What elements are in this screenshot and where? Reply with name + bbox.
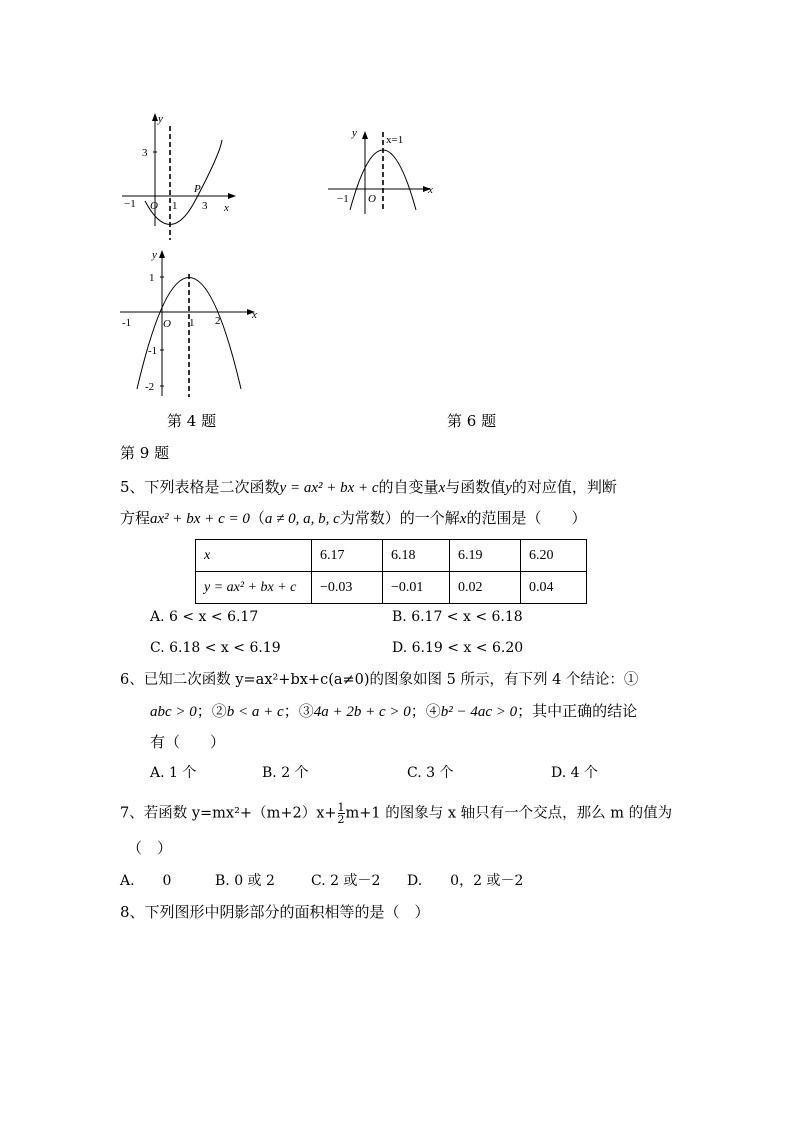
fig9-x-tick-m1-label: -1 xyxy=(122,317,132,329)
q6-stem-line3: 有（ ） xyxy=(150,733,226,751)
q6-option-a[interactable]: A. 1 个 xyxy=(150,765,197,781)
q5-stem-c: 与函数值 xyxy=(445,478,506,496)
fig9-origin: O xyxy=(163,318,171,330)
fig9-x-label: x xyxy=(252,309,257,321)
fig4-y-label: y xyxy=(158,113,163,125)
q6-stem-line1: 6、已知二次函数 y=ax²+bx+c(a≠0)的图象如图 5 所示，有下列 4 个结论：① xyxy=(120,672,639,688)
q6-conclusion-1: abc > 0 xyxy=(150,704,197,720)
q5-option-d[interactable]: D. 6.19 < x < 6.20 xyxy=(392,640,524,656)
q7-pre: 7、若函数 y=mx²+（m+2）x+ xyxy=(120,805,337,822)
q7-fraction xyxy=(338,802,345,825)
fig6-x-label: x xyxy=(428,184,433,196)
q6-conclusion-2: b < a + c xyxy=(226,704,284,720)
q5-stem-line1 xyxy=(120,477,617,498)
q5-option-b[interactable]: B. 6.17 < x < 6.18 xyxy=(392,609,523,625)
q6-sep-1: ；② xyxy=(196,702,227,720)
q5-line2-c: 为常数）的一个解 xyxy=(339,509,460,527)
q7-paren: （ ） xyxy=(127,839,173,857)
fig9-y-arrow xyxy=(159,250,165,258)
fig6-axis-label: x=1 xyxy=(386,134,404,146)
q6-sep-3: ；④ xyxy=(410,702,441,720)
caption-q4: 第 4 题 xyxy=(167,412,217,430)
table-row xyxy=(196,572,587,604)
fig9-y-tick-1-label: 1 xyxy=(149,272,155,284)
caption-q6: 第 6 题 xyxy=(447,412,497,430)
fig4-x-tick-3: 3 xyxy=(202,200,208,212)
q5-line2-a: 方程 xyxy=(120,509,151,527)
q6-conclusion-4: b² − 4ac > 0 xyxy=(440,704,518,720)
q6-option-c[interactable]: C. 3 个 xyxy=(407,765,454,781)
q7-option-d[interactable]: D. 0，2 或－2 xyxy=(407,873,524,889)
q7-stem xyxy=(120,802,672,825)
q5-stem-d: 的对应值，判断 xyxy=(511,478,617,496)
q8-stem: 8、下列图形中阴影部分的面积相等的是（ ） xyxy=(120,903,430,921)
table-cell: 6.18 xyxy=(383,540,450,572)
table-cell: x xyxy=(196,540,312,572)
q5-value-table xyxy=(195,539,587,604)
q6-option-b[interactable]: B. 2 个 xyxy=(262,765,309,781)
fig6-neg-one: −1 xyxy=(337,193,349,205)
q7-option-b[interactable]: B. 0 或 2 xyxy=(215,873,275,889)
caption-q9: 第 9 题 xyxy=(120,444,170,462)
q5-line2-b: （ xyxy=(249,509,265,527)
table-row xyxy=(196,540,587,572)
fig4-origin: O xyxy=(150,200,158,212)
fig4-point-p: P xyxy=(194,183,201,195)
q5-condition: a ≠ 0, a, b, c xyxy=(264,511,340,527)
q5-line2-var: x xyxy=(459,511,467,527)
q5-stem-b: 的自变量 xyxy=(378,478,439,496)
table-cell: 6.17 xyxy=(312,540,383,572)
q5-func: y = ax² + bx + c xyxy=(279,480,379,496)
q7-option-c[interactable]: C. 2 或－2 xyxy=(311,873,381,889)
fig4-y-tick-label: 3 xyxy=(142,147,148,159)
table-cell: y = ax² + bx + c xyxy=(196,572,312,604)
q7-frac-num: 1 xyxy=(337,801,345,814)
q5-stem-line2 xyxy=(120,508,586,529)
table-cell: −0.03 xyxy=(312,572,383,604)
fig4-x-arrow xyxy=(228,193,236,199)
q5-stem-a: 5、下列表格是二次函数 xyxy=(120,478,280,496)
table-cell: 6.20 xyxy=(521,540,587,572)
fig9-y-tick-m2-label: -2 xyxy=(145,381,155,393)
q6-conclusion-3: 4a + 2b + c > 0 xyxy=(313,704,411,720)
q6-tail: ；其中正确的结论 xyxy=(517,702,638,720)
table-cell: −0.01 xyxy=(383,572,450,604)
q7-option-a[interactable]: A. 0 xyxy=(120,873,172,889)
fig4-neg-one: −1 xyxy=(124,198,136,210)
fig4-x-label: x xyxy=(224,202,229,214)
fig9-x-tick-2-label: 2 xyxy=(215,315,221,327)
fig6-y-arrow xyxy=(362,131,368,139)
q6-option-d[interactable]: D. 4 个 xyxy=(551,765,598,781)
q5-var-x: x xyxy=(438,480,446,496)
fig6-y-label: y xyxy=(352,127,357,139)
fig9-y-label: y xyxy=(152,249,157,261)
table-cell: 0.02 xyxy=(450,572,521,604)
table-cell: 0.04 xyxy=(521,572,587,604)
q7-post: m+1 的图象与 x 轴只有一个交点，那么 m 的值为 xyxy=(345,805,673,822)
q5-var-y: y xyxy=(505,480,512,496)
q7-frac-den: 2 xyxy=(337,813,345,826)
q5-option-c[interactable]: C. 6.18 < x < 6.19 xyxy=(150,640,281,656)
fig9-y-tick-m1-label: -1 xyxy=(148,345,158,357)
fig4-x-tick-1: 1 xyxy=(172,200,178,212)
table-cell: 6.19 xyxy=(450,540,521,572)
q5-option-a[interactable]: A. 6 < x < 6.17 xyxy=(150,609,259,625)
q6-stem-line2 xyxy=(150,701,637,722)
fig9-x-tick-1-label: 1 xyxy=(189,317,195,329)
fig6-origin: O xyxy=(368,193,376,205)
q5-line2-d: 的范围是（ ） xyxy=(466,509,587,527)
figure-q4-graph xyxy=(112,108,247,243)
q6-sep-2: ；③ xyxy=(283,702,314,720)
q5-equation: ax² + bx + c = 0 xyxy=(150,511,250,527)
figure-q9-graph xyxy=(112,244,262,399)
figure-q6-graph xyxy=(325,122,440,217)
